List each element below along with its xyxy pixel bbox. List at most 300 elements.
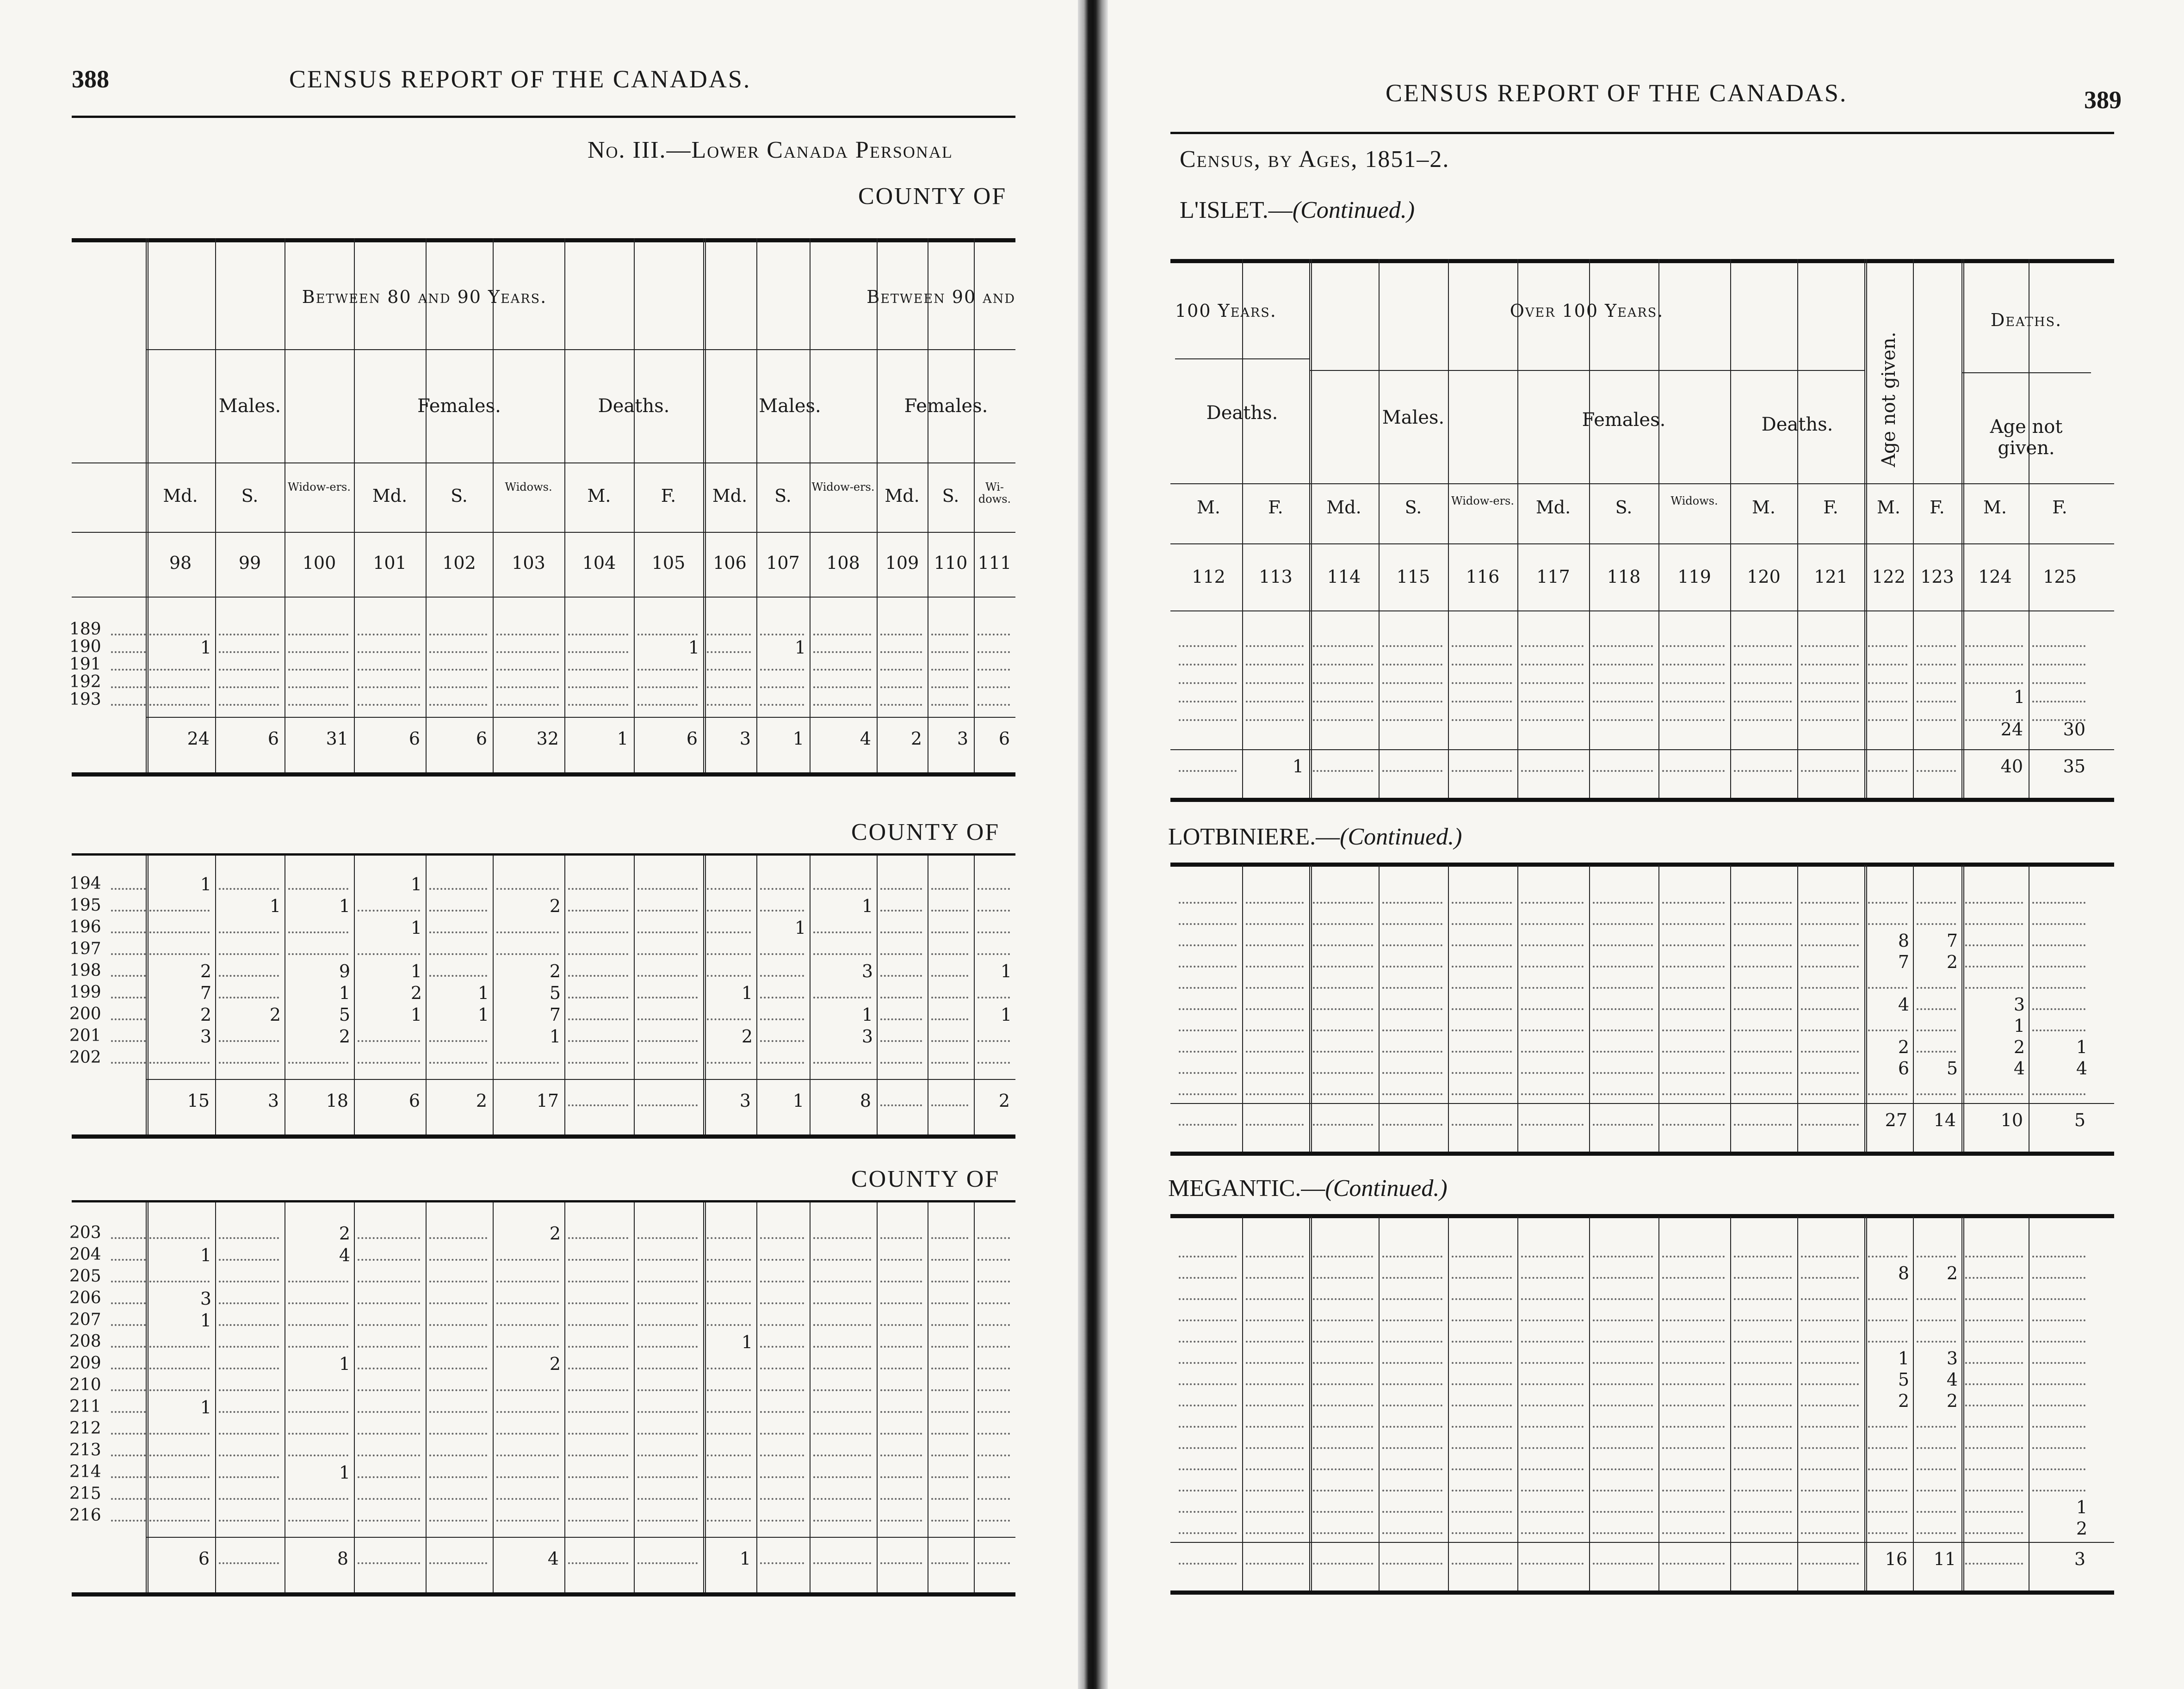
cell-leader [496,1324,559,1326]
cell-leader [568,1455,628,1456]
cell-leader [1179,1468,1237,1470]
cell-leader [1179,1319,1237,1321]
cell-leader [1313,719,1373,721]
cell-leader [1452,1051,1512,1053]
cell-leader [978,1520,1010,1522]
cell-leader [496,1476,559,1478]
cell-leader [1868,1029,1907,1031]
cell-leader [1801,1277,1859,1279]
cell-leader [149,1389,210,1391]
column-divider [493,238,494,772]
cell-leader [288,1346,348,1348]
cell-leader [1662,1093,1725,1095]
column-heading: Md. [1535,497,1571,518]
column-divider [1379,1216,1380,1590]
cell-leader [1662,1256,1725,1258]
data-cell: 1 [426,1005,489,1025]
cell-leader [358,704,420,706]
cell-leader [637,1433,698,1435]
cell-leader [1452,664,1512,666]
data-cell: 1 [426,983,489,1003]
column-heading: Md. [712,486,748,506]
cell-leader [1313,1051,1373,1053]
data-cell: 1 [2029,1037,2087,1057]
cell-leader [1246,923,1304,925]
row-leader [111,1237,146,1239]
cell-leader [880,1476,922,1478]
section-rule [1170,1214,2114,1218]
cell-leader [1179,701,1237,703]
cell-leader [1452,701,1512,703]
cell-leader [1868,719,1907,721]
cell-leader [1965,1447,2023,1449]
cell-leader [813,888,871,890]
cell-leader [1179,719,1237,721]
cell-leader [568,1368,628,1369]
cell-leader [707,1455,751,1456]
data-cell: 4 [1864,994,1909,1015]
header-rule [1170,132,2114,134]
cell-leader [1868,1256,1907,1258]
cell-leader [1734,1051,1792,1053]
cell-leader [1965,682,2023,684]
column-divider [1517,865,1518,1152]
column-number: 120 [1747,567,1781,587]
cell-leader [760,1259,804,1261]
cell-leader [1382,1362,1442,1364]
cell-leader [813,1346,871,1348]
cell-leader [149,1346,210,1348]
cell-leader [760,1498,804,1500]
column-divider [564,238,565,772]
cell-leader [1734,645,1792,647]
cell-leader [760,1368,804,1369]
cell-leader [1382,1341,1442,1343]
cell-leader [1801,664,1859,666]
cell-leader [1965,966,2023,968]
cell-leader [1868,923,1907,925]
cell-leader [219,1562,279,1564]
cell-leader [1662,1383,1725,1385]
cell-leader [1965,987,2023,989]
cell-leader [931,1324,968,1326]
data-cell: 2 [493,1223,561,1244]
data-cell: 2 [1913,952,1958,972]
cell-leader [1179,1532,1237,1534]
cell-leader [2032,1008,2085,1010]
cell-leader [1452,923,1512,925]
cell-leader [1593,1426,1653,1428]
cell-leader [813,704,871,706]
cell-leader [1179,1093,1237,1095]
total-cell: 1 [792,728,804,749]
cell-leader [568,997,628,999]
cell-leader [1868,770,1907,772]
cell-leader [1734,1072,1792,1074]
total-rule [1170,1542,2114,1543]
cell-leader [1246,1362,1304,1364]
column-divider [1658,1216,1659,1590]
cell-leader [358,1281,420,1282]
cell-leader [978,1389,1010,1391]
cell-leader [637,1389,698,1391]
cell-leader [219,1411,279,1413]
cell-leader [288,1520,348,1522]
cell-leader [149,1520,210,1522]
county-title-county3 [1168,1175,1448,1202]
row-label: 202 [69,1048,101,1067]
column-divider [974,856,975,1134]
cell-leader [358,1346,420,1348]
row-label: 215 [69,1484,101,1503]
column-divider [1913,259,1914,798]
cell-leader [568,1520,628,1522]
cell-leader [707,1498,751,1500]
cell-leader [1868,1532,1907,1534]
column-divider [1961,1216,1964,1590]
total-cell: 14 [1933,1110,1956,1130]
cell-leader [760,1476,804,1478]
data-cell: 2 [146,961,211,981]
cell-leader [1593,1298,1653,1300]
cell-leader [707,953,751,955]
column-heading: S. [1404,497,1422,518]
cell-leader [496,651,559,653]
cell-leader [1801,1405,1859,1406]
column-divider [146,1202,148,1592]
cell-leader [1801,701,1859,703]
cell-leader [1734,1532,1792,1534]
page-number: 388 [72,65,109,93]
cell-leader [358,910,420,912]
cell-leader [637,1562,698,1564]
cell-leader [429,931,487,933]
row-leader [111,910,146,912]
cell-leader [496,704,559,706]
cell-leader [2032,1319,2085,1321]
cell-leader [288,953,348,955]
data-cell: 1 [810,1005,873,1025]
cell-leader [358,1433,420,1435]
cell-leader [880,1455,922,1456]
cell-leader [1246,1563,1304,1565]
cell-leader [1313,1277,1373,1279]
cell-leader [880,910,922,912]
cell-leader [880,669,922,671]
column-divider [1448,1216,1449,1590]
data-cell: 1 [285,1354,350,1374]
cell-leader [1179,1383,1237,1385]
total-cell: 2 [910,728,922,749]
cell-leader [429,1520,487,1522]
cell-leader [1452,1511,1512,1513]
cell-leader [760,1562,804,1564]
cell-leader [1965,1256,2023,1258]
total-cell: 4 [860,728,871,749]
total-cell: 2 [998,1091,1010,1111]
cell-leader [1917,1051,1956,1053]
cell-leader [1246,1093,1304,1095]
cell-leader [496,1520,559,1522]
cell-leader [880,1302,922,1304]
cell-leader [358,651,420,653]
row-label: 211 [69,1397,101,1416]
cell-leader [1662,1072,1725,1074]
cell-leader [568,1476,628,1478]
cell-leader [978,1562,1010,1564]
data-cell: 2 [493,896,561,916]
cell-leader [219,953,279,955]
row-label: 194 [69,874,101,893]
data-cell: 1 [146,874,211,894]
cell-leader [1521,719,1584,721]
cell-leader [1593,1072,1653,1074]
colhead-rule [72,532,1015,533]
column-divider [1379,865,1380,1152]
cell-leader [219,997,279,999]
cell-leader [358,1520,420,1522]
cell-leader [429,1433,487,1435]
cell-leader [2032,1029,2085,1031]
subgroup-heading: Females. [1582,409,1666,431]
cell-leader [1593,902,1653,904]
column-number: 110 [934,553,968,573]
cell-leader [219,1237,279,1239]
total-cell: 32 [536,728,559,749]
column-divider [1658,259,1659,798]
cell-leader [2032,923,2085,925]
cell-leader [1521,664,1584,666]
cell-leader [1801,770,1859,772]
data-cell: 1 [756,637,806,658]
cell-leader [288,1455,348,1456]
cell-leader [978,1237,1010,1239]
cell-leader [1734,682,1792,684]
cell-leader [219,1302,279,1304]
cell-leader [1382,902,1442,904]
section-bottom-rule [1170,1152,2114,1156]
cell-leader [288,1433,348,1435]
column-divider [1864,1216,1867,1590]
row-label: 210 [69,1375,101,1394]
cell-leader [1868,902,1907,904]
cell-leader [358,1237,420,1239]
subgroup-heading: Males. [759,395,821,417]
column-divider [146,238,148,772]
cell-leader [931,1259,968,1261]
cell-leader [1801,1511,1859,1513]
cell-leader [568,931,628,933]
cell-leader [1801,923,1859,925]
column-divider [974,238,975,772]
cell-leader [931,1062,968,1064]
cell-leader [1917,1093,1956,1095]
cell-leader [707,1281,751,1282]
cell-leader [880,888,922,890]
cell-leader [880,686,922,688]
section-rule [1170,863,2114,867]
cell-leader [707,634,751,635]
cell-leader [219,1389,279,1391]
cell-leader [358,1302,420,1304]
cell-leader [978,704,1010,706]
cell-leader [1313,1532,1373,1534]
cell-leader [2032,1405,2085,1406]
continued-note: (Continued.) [1340,824,1462,850]
county-name: L'ISLET.— [1180,197,1293,223]
subgroup-heading: Deaths. [598,395,670,417]
column-divider [354,238,355,772]
cell-leader [2032,682,2085,684]
column-number: 101 [373,553,407,573]
cell-leader [1593,1383,1653,1385]
county-title-lislet [1180,197,1415,224]
cell-leader [1246,966,1304,968]
cell-leader [496,1389,559,1391]
cell-leader [1662,1029,1725,1031]
cell-leader [1734,1341,1792,1343]
cell-leader [1452,1093,1512,1095]
cell-leader [1452,1490,1512,1492]
data-cell: 6 [1864,1058,1909,1079]
cell-leader [1662,701,1725,703]
cell-leader [1246,1124,1304,1126]
total-cell: 11 [1933,1549,1956,1569]
cell-leader [707,1302,751,1304]
cell-leader [1521,1426,1584,1428]
cell-leader [2032,1341,2085,1343]
cell-leader [1521,902,1584,904]
column-divider [215,238,216,772]
cell-leader [1662,1468,1725,1470]
total-rule [146,717,1015,718]
cell-leader [568,1062,628,1064]
cell-leader [760,669,804,671]
cell-leader [1868,1468,1907,1470]
total-cell: 3 [739,728,751,749]
cell-leader [978,1040,1010,1042]
cell-leader [1313,1468,1373,1470]
total-cell: 27 [1885,1110,1907,1130]
row-label: 206 [69,1288,101,1307]
cell-leader [1382,719,1442,721]
cell-leader [931,1411,968,1413]
cell-leader [637,1476,698,1478]
total-cell: 18 [326,1091,348,1111]
cell-leader [1179,1008,1237,1010]
cell-leader [707,975,751,977]
cell-leader [1521,1298,1584,1300]
cell-leader [568,1498,628,1500]
cell-leader [1734,1511,1792,1513]
cell-leader [429,975,487,977]
cell-leader [429,651,487,653]
cell-leader [1593,1490,1653,1492]
cell-leader [1382,1029,1442,1031]
cell-leader [880,953,922,955]
cell-leader [1868,987,1907,989]
cell-leader [1452,902,1512,904]
column-divider [215,1202,216,1592]
cell-leader [1662,966,1725,968]
cell-leader [429,1040,487,1042]
cell-leader [1452,1029,1512,1031]
data-cell: 1 [634,637,699,658]
cell-leader [219,686,279,688]
cell-leader [931,651,968,653]
cell-leader [1965,1563,2023,1565]
cell-leader [429,1455,487,1456]
cell-leader [149,1368,210,1369]
cell-leader [568,888,628,890]
cell-leader [288,669,348,671]
cell-leader [1801,944,1859,946]
cell-leader [1521,1256,1584,1258]
cell-leader [978,910,1010,912]
column-heading: M. [1197,497,1220,518]
cell-leader [288,1498,348,1500]
cell-leader [1593,1277,1653,1279]
cell-leader [1662,944,1725,946]
cell-leader [707,1237,751,1239]
cell-leader [1593,1405,1653,1406]
cell-leader [1965,923,2023,925]
cell-leader [1179,1362,1237,1364]
cell-leader [1521,1383,1584,1385]
data-cell: 5 [1913,1058,1958,1079]
total-cell: 16 [1885,1549,1907,1569]
cell-leader [931,686,968,688]
cell-leader [1593,944,1653,946]
column-divider [1797,865,1798,1152]
cell-leader [880,1411,922,1413]
row-leader [111,1520,146,1522]
cell-leader [707,651,751,653]
cell-leader [813,1062,871,1064]
cell-leader [1452,1362,1512,1364]
column-divider [1242,865,1243,1152]
row-leader [111,931,146,933]
cell-leader [760,1520,804,1522]
data-cell: 1 [146,1310,211,1331]
cell-leader [496,1281,559,1282]
cell-leader [429,1259,487,1261]
cell-leader [1521,1093,1584,1095]
cell-leader [149,1433,210,1435]
cell-leader [149,1498,210,1500]
cell-leader [1801,719,1859,721]
cell-leader [1917,1532,1956,1534]
subgroup-heading: Deaths. [1761,414,1833,435]
cell-leader [707,686,751,688]
column-number: 102 [442,553,476,573]
cell-leader [1382,1405,1442,1406]
cell-leader [429,634,487,635]
table-top-rule [1170,259,2114,263]
cell-leader [1801,987,1859,989]
row-label: 199 [69,983,101,1002]
column-number: 109 [885,553,919,573]
continued-note: (Continued.) [1325,1175,1448,1202]
cell-leader [358,1498,420,1500]
cell-leader [1801,645,1859,647]
cell-leader [1917,1341,1956,1343]
cell-leader [1868,1511,1907,1513]
column-divider [1658,865,1659,1152]
cell-leader [707,1259,751,1261]
cell-leader [813,1368,871,1369]
cell-leader [1868,1319,1907,1321]
